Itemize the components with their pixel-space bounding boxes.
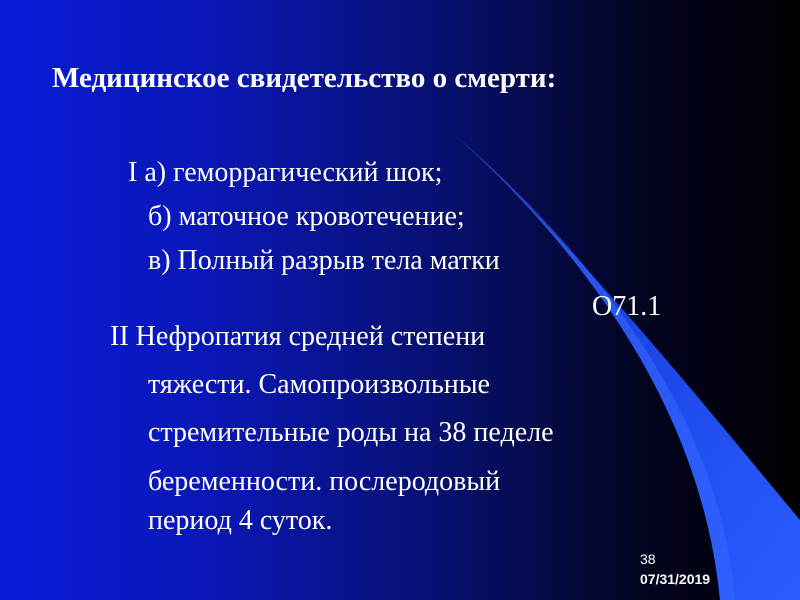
slide-number: 38 <box>640 551 656 567</box>
section2-line-2: тяжести. Самопроизвольные <box>148 369 490 400</box>
diagnosis-line-a: I а) геморрагический шок; <box>128 157 443 188</box>
slide-title: Медицинское свидетельство о смерти: <box>52 62 557 94</box>
slide-date: 07/31/2019 <box>640 571 711 587</box>
section2-line-5: период 4 суток. <box>148 505 333 536</box>
diagnosis-line-c: в) Полный разрыв тела матки <box>148 245 500 276</box>
swoosh-shape <box>455 135 800 600</box>
section2-line-1: II Нефропатия средней степени <box>110 321 486 352</box>
section2-line-4: беременности. послеродовый <box>148 466 501 497</box>
swoosh-highlight <box>455 135 735 600</box>
diagnosis-line-b: б) маточное кровотечение; <box>148 201 465 232</box>
diagnosis-code: O71.1 <box>592 291 662 322</box>
section2-line-3: стремительные роды на 38 педеле <box>148 417 554 448</box>
